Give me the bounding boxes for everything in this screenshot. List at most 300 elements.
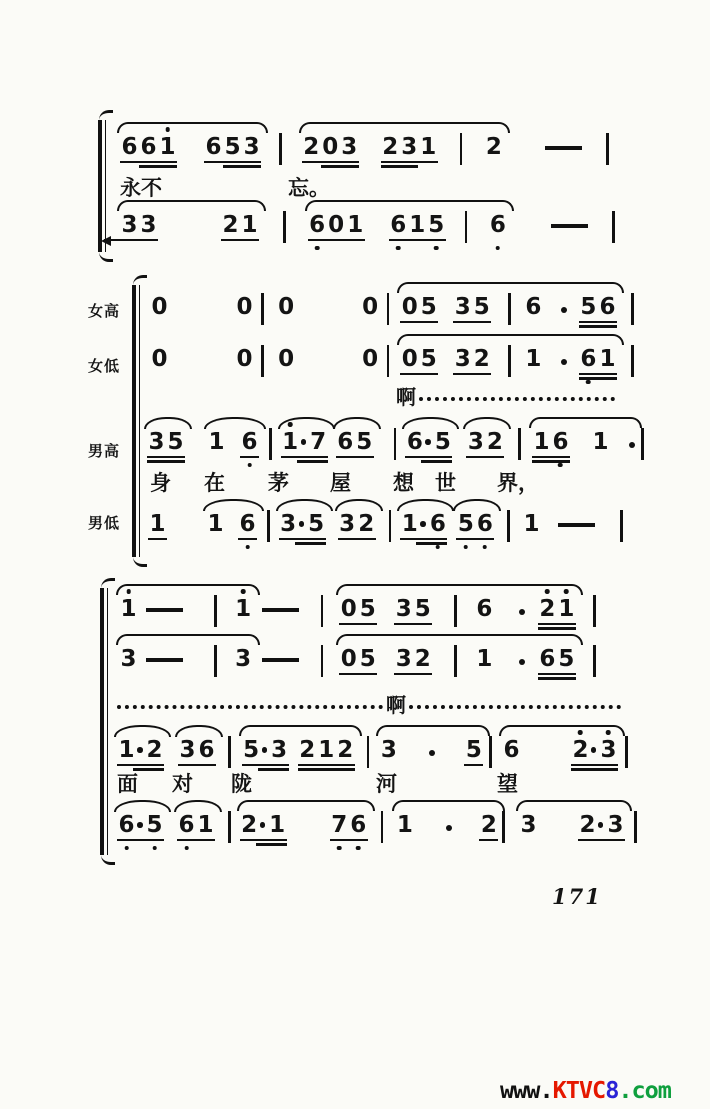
beam-line [242,764,289,767]
note-digit: 0 [322,134,339,160]
note-digit: 6 [238,512,257,536]
system-bracket [100,588,114,855]
slur-arc [453,499,501,511]
note-digit: 1 [592,429,609,455]
note-group [400,295,438,319]
sustain-dash [146,658,183,662]
watermark-segment: 8 [605,1076,619,1104]
music-system [98,116,603,271]
slur-arc [116,634,260,645]
note-group [336,430,374,454]
note-digit: 1 [158,135,177,159]
note-digit: 6 [579,347,598,371]
barline [507,510,510,542]
duration-dot [561,307,567,313]
note-digit: 5 [414,596,431,622]
beam-line [120,161,177,164]
note-digit: 3 [339,511,356,537]
note-digit: 6 [349,813,368,837]
music-row [146,498,623,560]
barline [641,428,644,460]
note-digit: 2 [414,646,431,672]
note-digit: 3 [140,212,157,238]
bracket-line-thick [100,588,104,855]
lyric-text: 想 [393,471,414,495]
note-digit: 5 [308,511,325,537]
beam-line-2 [579,325,617,327]
note-group [475,647,494,671]
bracket-line-thin [139,285,141,557]
watermark-segment: www. [500,1076,553,1104]
slur-arc [117,122,268,133]
barline [389,510,392,542]
note-digit: 1 [476,646,493,672]
lyric-text: 在 [204,471,225,495]
note-digit: 5 [243,737,260,763]
note-digit: 2 [146,737,163,763]
barline [631,293,634,325]
duration-dot [429,750,435,756]
music-row [146,333,634,395]
slur-arc [499,725,625,736]
note-digit: 6 [389,213,408,237]
ah-row [116,693,621,720]
beam-line [338,538,376,541]
system-bracket [98,120,112,252]
note-digit: 6 [121,134,138,160]
beam-line [238,538,257,541]
note-digit: 6 [428,512,447,536]
sustain-dash [262,608,299,612]
slur-arc [397,282,624,293]
note-digit: 2 [571,738,590,762]
note-digit: 1 [241,212,258,238]
note-digit: 5 [224,134,241,160]
note-group [524,347,543,371]
ah-row [146,385,615,412]
note-digit: 1 [234,597,253,621]
beam-line [381,161,438,164]
lyric-text: 对 [172,772,193,796]
note-digit: 3 [341,134,358,160]
octave-dot-low [124,846,129,851]
note-group [235,295,254,319]
note-digit: 6 [240,430,259,454]
note-group [240,430,259,454]
note-group [395,813,414,837]
note-digit: 3 [395,646,412,672]
note-digit: 3 [454,346,471,372]
note-digit: 1 [401,511,418,537]
barline [261,293,264,325]
beam-line [538,623,576,626]
note-group [484,135,503,159]
note-digit: 5 [420,294,437,320]
duration-dot [561,359,567,365]
note-digit: 6 [198,737,215,763]
octave-dot-low [434,246,439,251]
beam-line-2 [295,542,326,544]
barline [465,211,468,243]
bracket-hook-bottom [133,553,147,567]
note-group [330,813,368,837]
lyric-text: 望 [497,772,518,796]
note-group [338,512,376,536]
lyric-text: 茅 [268,471,289,495]
note-group [453,295,491,319]
beam-line-2 [223,165,261,167]
slur-arc [204,417,266,429]
beam-line [532,456,570,459]
octave-dot-low [586,380,591,385]
note-digit: 0 [278,346,295,372]
beam-line [453,373,491,376]
note-digit: 1 [207,511,224,537]
inner-dot [259,813,268,837]
octave-dot-low [184,846,189,851]
note-group [405,430,452,454]
inner-dot [419,512,428,536]
note-digit: 0 [278,294,295,320]
note-digit: 3 [454,294,471,320]
barline [631,345,634,377]
inner-dot [300,430,309,454]
note-digit: 6 [308,213,327,237]
lyric-text: 面 [117,772,138,796]
note-digit: 3 [235,646,252,672]
barline [612,211,615,243]
inner-dot-mark [299,521,305,527]
note-digit: 6 [599,294,616,320]
lyric-text: 屋 [330,471,351,495]
note-digit: 3 [467,429,484,455]
beam-line-2 [538,627,576,629]
note-group [532,430,570,454]
beam-line [281,456,328,459]
barline [518,428,521,460]
note-digit: 6 [475,512,494,536]
note-digit: 3 [120,646,137,672]
lyric-text: 河 [376,772,397,796]
note-group [148,512,167,536]
note-digit: 2 [382,134,399,160]
barline [508,345,511,377]
inner-dot-mark [591,747,597,753]
beam-line [479,839,498,842]
beam-line [104,239,158,242]
beam-line [177,839,215,842]
note-group [379,738,398,762]
inner-dot-mark [301,439,307,445]
system-bracket [132,285,146,557]
note-group [177,813,215,837]
beam-line [148,538,167,541]
beam-line [336,456,374,459]
beam-line-2 [421,460,452,462]
inner-dot [261,738,270,762]
note-digit: 5 [145,813,164,837]
note-digit: 1 [281,430,300,454]
inner-dot-mark [137,822,143,828]
beam-line [400,538,447,541]
slur-arc [114,725,171,737]
note-group [456,512,494,536]
note-digit: 3 [121,212,138,238]
beam-line-2 [147,460,185,462]
note-group [150,347,169,371]
slur-arc [175,725,223,737]
barline [460,133,463,165]
beam-line [117,839,164,842]
dotted-leader [419,397,615,401]
note-digit: 0 [236,294,253,320]
note-digit: 6 [525,294,542,320]
sustain-dash [262,658,299,662]
note-digit: 6 [117,813,136,837]
inner-dot [597,813,606,837]
note-digit: 3 [280,511,297,537]
page-number: 171 [552,884,602,909]
slur-arc [336,584,583,595]
slur-arc [114,800,171,812]
barline [502,811,505,843]
bracket-hook-top [99,110,113,124]
note-group [591,430,610,454]
octave-dot-low [152,846,157,851]
note-digit: 2 [485,134,502,160]
slur-arc [116,584,260,595]
lyric-text: 永不 [120,176,162,200]
lyric-text: 啊 [386,693,406,717]
lyric-text: 忘。 [288,176,330,200]
barline [321,645,324,677]
music-row [116,799,637,861]
note-digit: 1 [347,212,364,238]
inner-dot [298,512,307,536]
voice-label: 女低 [88,357,121,375]
dotted-leader [409,705,621,709]
slur-arc [333,417,381,429]
octave-dot-low [356,846,361,851]
slur-arc [276,499,333,511]
note-digit: 3 [271,737,288,763]
note-group [206,512,225,536]
note-digit: 0 [151,346,168,372]
note-group [400,512,447,536]
note-digit: 1 [149,511,166,537]
inner-dot [590,738,599,762]
note-group [339,647,377,671]
dotted-leader [117,705,383,709]
tie-arrow [96,236,111,246]
inner-dot [136,738,145,762]
slur-arc [336,634,583,645]
watermark-segment: .com [618,1076,671,1104]
note-group [279,512,326,536]
barline [454,595,457,627]
slur-arc [239,725,362,736]
duration-dot [519,659,525,665]
note-digit: 1 [599,346,616,372]
lyric-text: 身 [150,471,171,495]
note-digit: 6 [503,737,520,763]
note-group [235,347,254,371]
note-group [120,213,158,237]
octave-dot-low [396,246,401,251]
beam-line [298,764,355,767]
barline [214,645,217,677]
note-digit: 2 [299,737,316,763]
note-group [150,295,169,319]
note-digit: 2 [486,429,503,455]
note-group [117,813,164,837]
beam-line-2 [321,165,359,167]
note-digit: 3 [599,738,618,762]
beam-line-2 [139,165,177,167]
beam-line [579,373,617,376]
lyric-text: 陇 [231,772,252,796]
beam-line [330,839,368,842]
slur-arc [392,800,505,811]
barline [228,736,231,768]
note-digit: 3 [179,737,196,763]
sustain-dash [545,146,582,150]
beam-line-2 [381,165,419,167]
beam-line-2 [538,677,576,679]
slur-arc [144,417,192,429]
note-digit: 1 [557,597,576,621]
note-digit: 6 [406,429,423,455]
inner-dot [136,813,145,837]
watermark-segment: KTVC [552,1076,606,1104]
beam-line [571,764,618,767]
slur-arc [376,725,490,736]
inner-dot-mark [262,747,268,753]
octave-dot-low [245,545,250,550]
note-digit: 1 [208,429,225,455]
note-digit: 6 [337,429,354,455]
bracket-line-thick [98,120,102,252]
beam-line [147,456,185,459]
note-group [221,213,259,237]
note-digit: 0 [362,294,379,320]
note-group [571,738,618,762]
note-group [234,597,253,621]
note-digit: 2 [358,511,375,537]
note-digit: 2 [303,134,320,160]
bracket-line-thick [132,285,136,557]
octave-dot-low [464,545,469,550]
note-group [277,295,296,319]
octave-dot-low [483,545,488,550]
barline [489,736,492,768]
barline [454,645,457,677]
note-digit: 0 [401,294,418,320]
note-group [579,347,617,371]
slur-arc [397,334,624,345]
voice-label: 男高 [88,442,121,460]
music-row [146,416,644,478]
note-digit: 5 [420,346,437,372]
note-digit: 6 [488,213,507,237]
note-group [381,135,438,159]
beam-line [405,456,452,459]
note-digit: 1 [197,812,214,838]
barline [634,811,637,843]
note-group [479,813,498,837]
note-group [538,647,576,671]
slur-arc [299,122,510,133]
note-digit: 1 [318,737,335,763]
note-digit: 7 [310,429,327,455]
note-digit: 1 [118,737,135,763]
beam-line-2 [416,542,447,544]
music-row [120,121,609,183]
beam-line-2 [133,768,164,770]
note-digit: 6 [539,646,556,672]
note-group [204,135,261,159]
beam-line-2 [298,768,355,770]
bracket-hook-top [133,275,147,289]
octave-dot-low [247,463,252,468]
note-digit: 1 [119,597,138,621]
note-group [522,512,541,536]
beam-line [394,623,432,626]
barline [214,595,217,627]
octave-dot-low [558,463,563,468]
bracket-hook-top [101,578,115,592]
note-digit: 0 [340,646,357,672]
note-group [234,647,253,671]
note-group [579,295,617,319]
note-digit: 1 [523,511,540,537]
duration-dot [446,825,452,831]
barline [283,211,286,243]
beam-line [400,373,438,376]
beam-line-2 [579,377,617,379]
note-digit: 0 [340,596,357,622]
note-group [361,295,380,319]
note-group [488,213,507,237]
barline [279,133,282,165]
note-group [464,738,483,762]
music-system [98,583,643,878]
note-group [277,347,296,371]
beam-line [579,321,617,324]
note-digit: 0 [151,294,168,320]
barline [625,736,628,768]
bracket-line-thin [107,588,109,855]
note-digit: 2 [241,812,258,838]
lyric-text: 世 [435,471,456,495]
lyric-text: 界， [497,471,539,495]
barline [381,811,384,843]
note-digit: 2 [222,212,239,238]
barline [367,736,370,768]
barline [394,428,397,460]
note-group [339,597,377,621]
note-group [400,347,438,371]
beam-line [456,538,494,541]
note-group [475,597,494,621]
barline [269,428,272,460]
note-digit: 2 [579,812,596,838]
lyrics-row [146,472,539,498]
barline [387,293,390,325]
note-digit: 5 [356,429,373,455]
note-group [117,738,164,762]
sustain-dash [146,608,183,612]
